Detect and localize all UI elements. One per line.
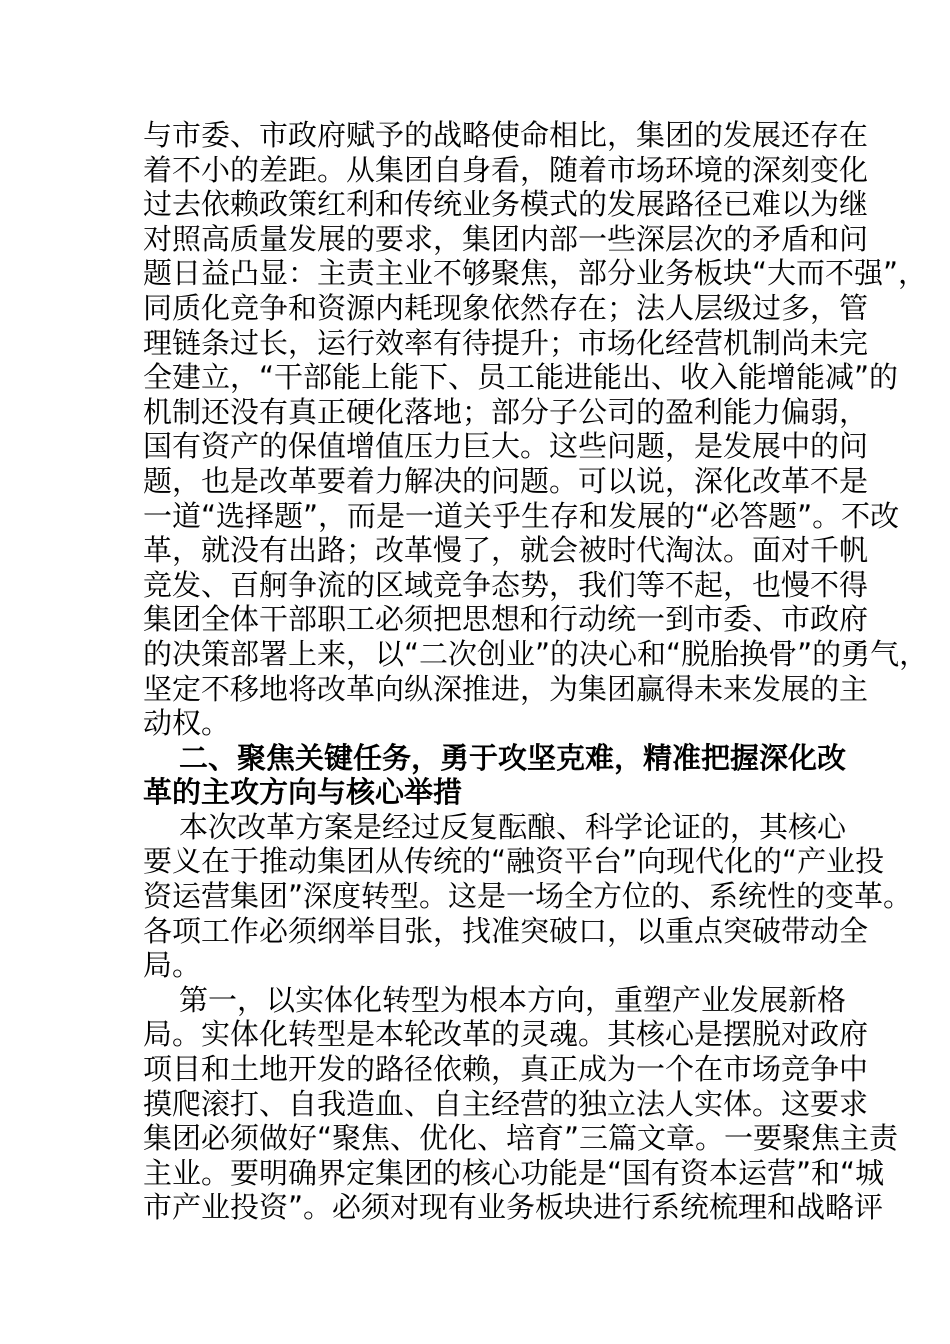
text-line: 动权。 xyxy=(143,706,231,741)
text-line: 局。 xyxy=(143,948,202,983)
text-line: 一道“选择题”，而是一道关乎生存和发展的“必答题”。不改 xyxy=(143,498,900,533)
text-line: 的决策部署上来，以“二次创业”的决心和“脱胎换骨”的勇气， xyxy=(143,636,929,671)
paragraph xyxy=(143,982,899,1225)
text-line: 二、聚焦关键任务，勇于攻坚克难，精准把握深化改 xyxy=(179,740,847,775)
text-line: 资运营集团”深度转型。这是一场全方位的、系统性的变革。 xyxy=(143,879,913,914)
text-line: 对照高质量发展的要求，集团内部一些深层次的矛盾和问 xyxy=(143,221,869,256)
text-line: 同质化竞争和资源内耗现象依然存在；法人层级过多，管 xyxy=(143,290,869,325)
paragraph xyxy=(143,809,913,983)
document-body xyxy=(143,118,929,1225)
text-line: 要义在于推动集团从传统的“融资平台”向现代化的“产业投 xyxy=(143,844,885,879)
text-line: 与市委、市政府赋予的战略使命相比，集团的发展还存在 xyxy=(143,118,869,152)
text-line: 本次改革方案是经过反复酝酿、科学论证的，其核心 xyxy=(179,809,847,844)
text-line: 理链条过长，运行效率有待提升；市场化经营机制尚未完 xyxy=(143,325,869,360)
text-line: 全建立，“干部能上能下、员工能进能出、收入能增能减”的 xyxy=(143,360,899,395)
text-line: 革，就没有出路；改革慢了，就会被时代淘汰。面对千帆 xyxy=(143,533,869,568)
text-line: 集团全体干部职工必须把思想和行动统一到市委、市政府 xyxy=(143,602,869,637)
text-line: 局。实体化转型是本轮改革的灵魂。其核心是摆脱对政府 xyxy=(143,1017,869,1052)
text-line: 国有资产的保值增值压力巨大。这些问题，是发展中的问 xyxy=(143,429,869,464)
text-line: 摸爬滚打、自我造血、自主经营的独立法人实体。这要求 xyxy=(143,1086,869,1121)
text-line: 革的主攻方向与核心举措 xyxy=(143,775,463,810)
text-line: 题，也是改革要着力解决的问题。可以说，深化改革不是 xyxy=(143,463,869,498)
text-line: 项目和土地开发的路径依赖，真正成为一个在市场竞争中 xyxy=(143,1052,869,1087)
text-line: 集团必须做好“聚焦、优化、培育”三篇文章。一要聚焦主责 xyxy=(143,1121,899,1156)
text-line: 机制还没有真正硬化落地；部分子公司的盈利能力偏弱， xyxy=(143,394,869,429)
text-line: 市产业投资”。必须对现有业务板块进行系统梳理和战略评 xyxy=(143,1190,884,1225)
text-line: 着不小的差距。从集团自身看，随着市场环境的深刻变化 xyxy=(143,152,869,187)
text-line: 坚定不移地将改革向纵深推进，为集团赢得未来发展的主 xyxy=(143,671,869,706)
text-line: 第一，以实体化转型为根本方向，重塑产业发展新格 xyxy=(179,982,847,1017)
section-heading xyxy=(143,740,847,810)
text-line: 竞发、百舸争流的区域竞争态势，我们等不起，也慢不得 xyxy=(143,567,869,602)
text-line: 题日益凸显：主责主业不够聚焦，部分业务板块“大而不强”， xyxy=(143,256,928,291)
text-line: 主业。要明确界定集团的核心功能是“国有资本运营”和“城 xyxy=(143,1155,885,1190)
text-line: 各项工作必须纲举目张，找准突破口，以重点突破带动全 xyxy=(143,913,869,948)
text-line: 过去依赖政策红利和传统业务模式的发展路径已难以为继 xyxy=(143,187,869,222)
paragraph xyxy=(143,118,929,741)
